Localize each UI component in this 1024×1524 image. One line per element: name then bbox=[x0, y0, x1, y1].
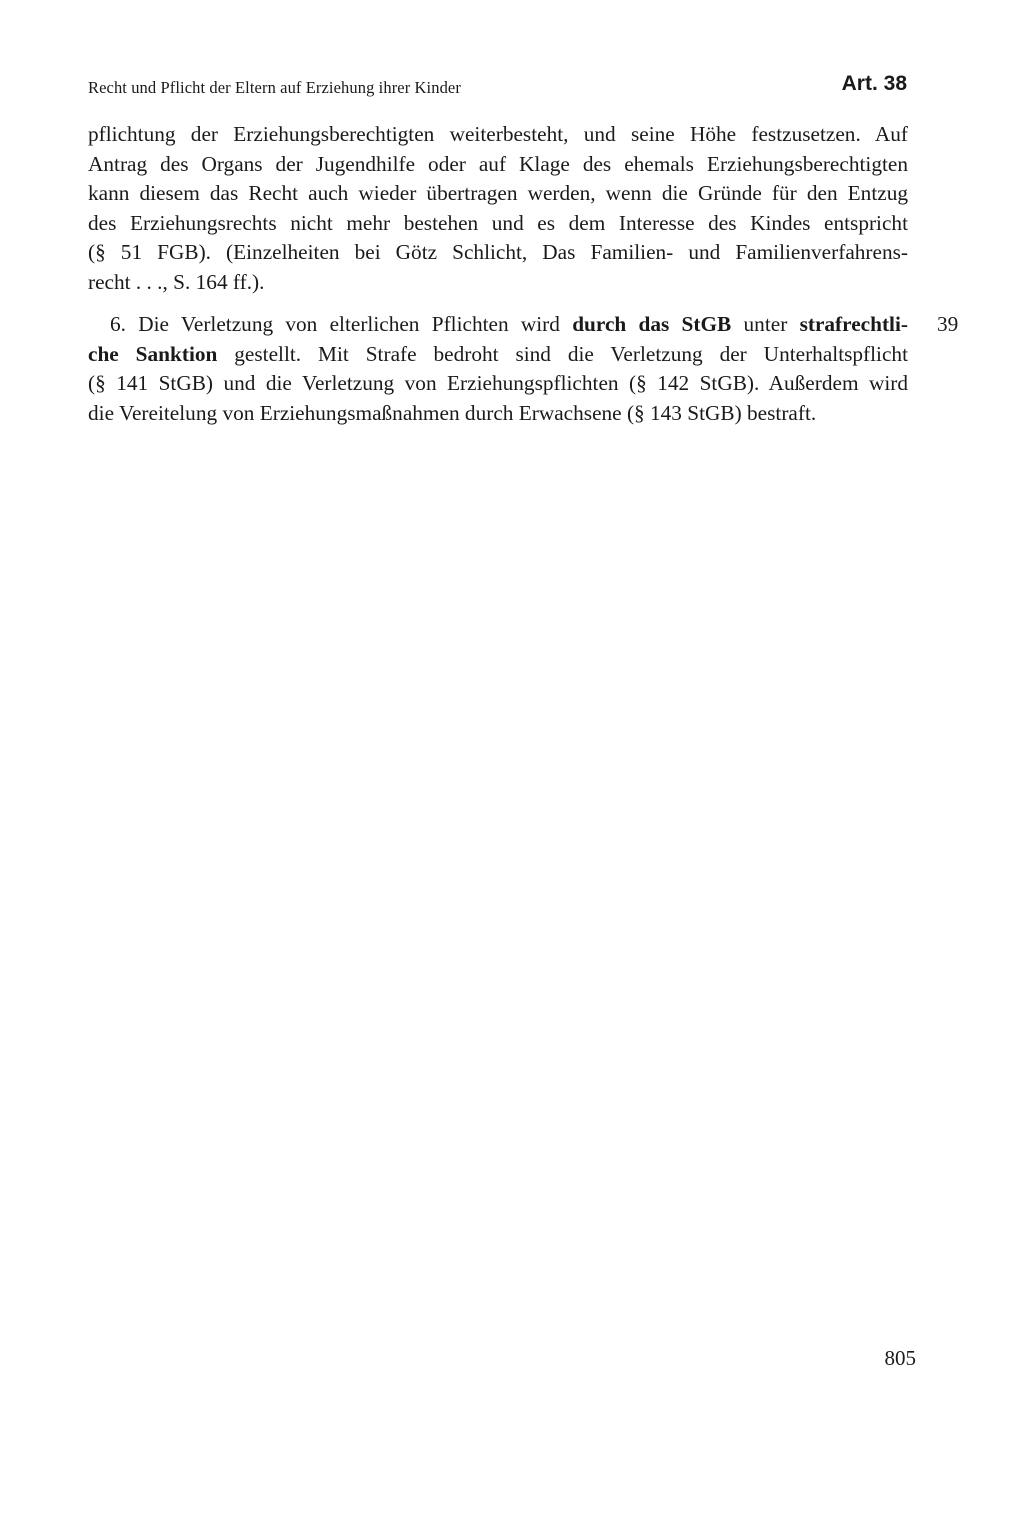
text-run: gestellt. Mit Strafe bedroht sind die Verletzung der Unterhaltspflicht bbox=[234, 341, 908, 366]
paragraph-continuation bbox=[88, 120, 908, 298]
text-line: kann diesem das Recht auch wieder übertragen werden, wenn die Gründe für den Entzug bbox=[88, 181, 908, 206]
bold-phrase: durch das StGB bbox=[572, 312, 732, 336]
article-label: Art. 38 bbox=[841, 72, 907, 95]
text-line: (§ 51 FGB). (Einzelheiten bei Götz Schlicht, Das Familien- und Familienverfahrens- bbox=[88, 240, 908, 265]
text-line: (§ 141 StGB) und die Verletzung von Erziehungspflichten (§ 142 StGB). Außerdem wird bbox=[88, 371, 908, 396]
text-run: unter bbox=[743, 312, 788, 336]
text-line bbox=[88, 310, 908, 340]
text-line bbox=[88, 340, 908, 370]
page-number: 805 bbox=[884, 1346, 916, 1370]
paragraph-6 bbox=[88, 310, 908, 428]
text-line: die Vereitelung von Erziehungsmaßnahmen durch Erwachsene (§ 143 StGB) bestraft. bbox=[88, 400, 817, 425]
bold-phrase: strafrechtli- bbox=[799, 312, 908, 336]
margin-number: 39 bbox=[937, 312, 959, 336]
text-line: Antrag des Organs der Jugendhilfe oder auf Klage des ehemals Erziehungsberechtigten bbox=[88, 151, 908, 176]
text-line: des Erziehungsrechts nicht mehr bestehen und es dem Interesse des Kindes entspricht bbox=[88, 210, 908, 235]
text-line: pflichtung der Erziehungsberechtigten weiterbesteht, und seine Höhe festzusetzen. Auf bbox=[88, 122, 908, 146]
running-head: Recht und Pflicht der Eltern auf Erziehung ihrer Kinder bbox=[88, 78, 461, 97]
bold-phrase: che Sanktion bbox=[88, 341, 218, 366]
text-line: recht . . ., S. 164 ff.). bbox=[88, 269, 265, 294]
text-run: 6. Die Verletzung von elterlichen Pflichten wird bbox=[110, 312, 560, 336]
